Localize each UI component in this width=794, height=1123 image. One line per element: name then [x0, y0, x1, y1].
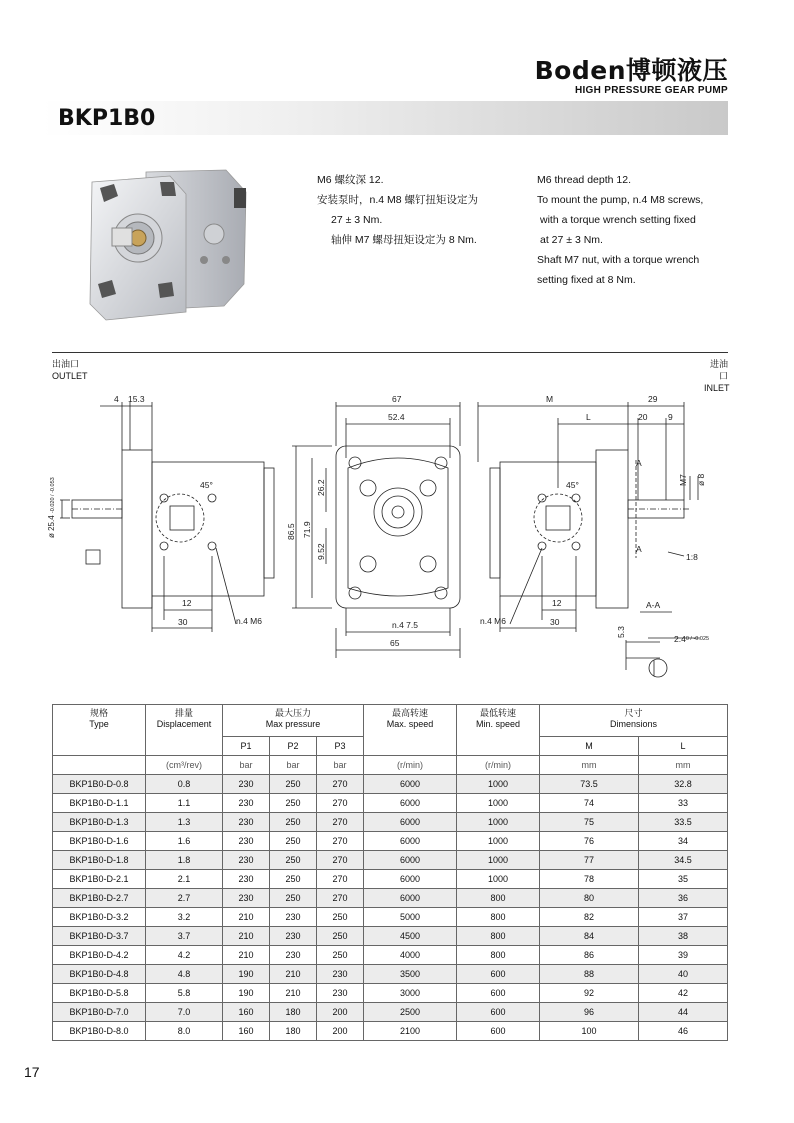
table-cell: 5.8: [146, 984, 223, 1003]
header-p1: P1: [223, 737, 270, 756]
table-cell: 230: [223, 832, 270, 851]
dim-30-right: 30: [550, 617, 560, 627]
page-title: BKP1B0: [58, 106, 156, 131]
table-cell: 250: [317, 946, 364, 965]
dim-52-4: 52.4: [388, 412, 405, 422]
table-cell: 77: [540, 851, 639, 870]
table-cell: 200: [317, 1022, 364, 1041]
pump-photo: [86, 164, 251, 334]
table-cell: 33: [639, 794, 728, 813]
table-cell: 74: [540, 794, 639, 813]
table-cell: 250: [270, 813, 317, 832]
dim-2-4: $2.4^{0 / -0.025}$: [674, 634, 710, 644]
header-min-speed: 最低转速 Min. speed: [457, 705, 540, 756]
table-cell: 36: [639, 889, 728, 908]
table-cell: BKP1B0-D-1.6: [53, 832, 146, 851]
table-cell: BKP1B0-D-4.8: [53, 965, 146, 984]
table-cell: 210: [223, 908, 270, 927]
table-cell: 230: [270, 927, 317, 946]
table-row: [53, 927, 728, 946]
table-cell: 4500: [364, 927, 457, 946]
table-cell: 800: [457, 927, 540, 946]
section-divider: [52, 352, 728, 353]
dim-L: L: [586, 412, 591, 422]
table-cell: 86: [540, 946, 639, 965]
unit-cell: [53, 756, 146, 775]
table-cell: 250: [270, 870, 317, 889]
table-cell: 35: [639, 870, 728, 889]
table-cell: 600: [457, 1003, 540, 1022]
table-cell: 1.1: [146, 794, 223, 813]
table-row: [53, 832, 728, 851]
header-type: 规格 Type: [53, 705, 146, 756]
table-cell: 1.8: [146, 851, 223, 870]
table-cell: 88: [540, 965, 639, 984]
note-cn-1: M6 螺纹深 12.: [317, 174, 384, 186]
table-cell: 6000: [364, 794, 457, 813]
outlet-label-cn: 出油口: [52, 359, 80, 369]
unit-cell: bar: [270, 756, 317, 775]
table-row: [53, 775, 728, 794]
dim-d8: ø 8: [696, 473, 706, 486]
table-cell: BKP1B0-D-3.7: [53, 927, 146, 946]
table-cell: 3.7: [146, 927, 223, 946]
table-cell: BKP1B0-D-1.3: [53, 813, 146, 832]
table-cell: 180: [270, 1003, 317, 1022]
table-cell: 6000: [364, 870, 457, 889]
table-cell: 4.8: [146, 965, 223, 984]
header-p3: P3: [317, 737, 364, 756]
dim-12-right: 12: [552, 598, 562, 608]
brand-subtitle: HIGH PRESSURE GEAR PUMP: [574, 85, 728, 96]
header-max-pressure: 最大压力 Max pressure: [223, 705, 364, 737]
table-cell: 4.2: [146, 946, 223, 965]
table-cell: 250: [270, 794, 317, 813]
table-cell: BKP1B0-D-4.2: [53, 946, 146, 965]
table-cell: 230: [270, 946, 317, 965]
section-aa-label: A-A: [646, 600, 661, 610]
header-displacement: 排量 Displacement: [146, 705, 223, 756]
dim-20: 20: [638, 412, 648, 422]
header-dimensions: 尺寸 Dimensions: [540, 705, 728, 737]
section-a-bottom: A: [636, 544, 642, 554]
table-cell: 44: [639, 1003, 728, 1022]
dim-29: 29: [648, 394, 658, 404]
dim-M: M: [546, 394, 554, 404]
table-row: [53, 946, 728, 965]
table-cell: 270: [317, 851, 364, 870]
unit-cell: (r/min): [364, 756, 457, 775]
table-cell: 1000: [457, 794, 540, 813]
table-cell: 800: [457, 946, 540, 965]
note-en-5: Shaft M7 nut, with a torque wrench: [537, 254, 700, 266]
inlet-label-en: INLET: [704, 383, 730, 393]
table-cell: 600: [457, 965, 540, 984]
units-row: [53, 756, 728, 775]
table-cell: 76: [540, 832, 639, 851]
table-row: [53, 889, 728, 908]
table-cell: 1000: [457, 851, 540, 870]
table-row: [53, 1022, 728, 1041]
table-row: [53, 965, 728, 984]
table-cell: 600: [457, 1022, 540, 1041]
note-en-3: with a torque wrench setting fixed: [540, 214, 696, 226]
left-side-view: [47, 394, 274, 632]
note-en-6: setting fixed at 8 Nm.: [537, 274, 636, 286]
note-en-4: at 27 ± 3 Nm.: [540, 234, 603, 246]
table-cell: 2500: [364, 1003, 457, 1022]
table-cell: 270: [317, 889, 364, 908]
table-cell: 84: [540, 927, 639, 946]
table-row: [53, 870, 728, 889]
table-cell: 3.2: [146, 908, 223, 927]
section-aa: [616, 600, 709, 677]
table-cell: 270: [317, 832, 364, 851]
inlet-label-cn: 进油口: [709, 359, 728, 381]
table-cell: 1.6: [146, 832, 223, 851]
table-cell: 600: [457, 984, 540, 1003]
table-cell: 2100: [364, 1022, 457, 1041]
dim-n4-7-5: n.4 7.5: [392, 620, 418, 630]
table-cell: 7.0: [146, 1003, 223, 1022]
dim-30-left: 30: [178, 617, 188, 627]
table-cell: 6000: [364, 813, 457, 832]
table-row: [53, 813, 728, 832]
table-cell: 230: [270, 908, 317, 927]
dim-taper: 1:8: [686, 552, 698, 562]
table-cell: BKP1B0-D-1.1: [53, 794, 146, 813]
table-cell: 6000: [364, 775, 457, 794]
right-side-view: [478, 394, 706, 632]
table-cell: 5000: [364, 908, 457, 927]
table-cell: 230: [223, 794, 270, 813]
table-cell: 230: [317, 984, 364, 1003]
unit-cell: (r/min): [457, 756, 540, 775]
table-cell: 3500: [364, 965, 457, 984]
note-en-2: To mount the pump, n.4 M8 screws,: [537, 194, 704, 206]
table-cell: 230: [317, 965, 364, 984]
center-front-view: [286, 394, 460, 658]
table-cell: 6000: [364, 832, 457, 851]
dim-71-9: 71.9: [302, 521, 312, 538]
table-cell: 210: [270, 965, 317, 984]
table-row: [53, 1003, 728, 1022]
table-cell: 160: [223, 1022, 270, 1041]
dim-45-right: 45°: [566, 480, 579, 490]
table-cell: 34: [639, 832, 728, 851]
note-cn-3: 27 ± 3 Nm.: [331, 214, 383, 226]
table-cell: 230: [223, 870, 270, 889]
table-cell: 100: [540, 1022, 639, 1041]
table-cell: 46: [639, 1022, 728, 1041]
dim-4: 4: [114, 394, 119, 404]
dim-5-3: 5.3: [616, 626, 626, 638]
unit-cell: (cm³/rev): [146, 756, 223, 775]
table-cell: 96: [540, 1003, 639, 1022]
table-cell: 270: [317, 794, 364, 813]
spec-table-body: [53, 756, 728, 1041]
table-cell: 80: [540, 889, 639, 908]
table-cell: 1000: [457, 832, 540, 851]
table-cell: BKP1B0-D-2.1: [53, 870, 146, 889]
table-cell: 0.8: [146, 775, 223, 794]
dim-65: 65: [390, 638, 400, 648]
table-cell: 37: [639, 908, 728, 927]
table-cell: 3000: [364, 984, 457, 1003]
table-cell: 92: [540, 984, 639, 1003]
dim-45-left: 45°: [200, 480, 213, 490]
table-cell: 2.7: [146, 889, 223, 908]
unit-cell: bar: [317, 756, 364, 775]
table-cell: 82: [540, 908, 639, 927]
brand-name: Boden博顿液压: [534, 56, 728, 85]
table-cell: BKP1B0-D-8.0: [53, 1022, 146, 1041]
table-cell: 42: [639, 984, 728, 1003]
section-a-top: A: [636, 458, 642, 468]
table-cell: 34.5: [639, 851, 728, 870]
table-cell: 6000: [364, 889, 457, 908]
table-cell: 250: [270, 889, 317, 908]
table-cell: 33.5: [639, 813, 728, 832]
table-cell: 250: [270, 851, 317, 870]
table-cell: 210: [223, 946, 270, 965]
dim-9-52: 9.52: [316, 543, 326, 560]
dim-86-5: 86.5: [286, 523, 296, 540]
page-number: 17: [24, 1064, 40, 1080]
table-cell: 200: [317, 1003, 364, 1022]
table-cell: BKP1B0-D-5.8: [53, 984, 146, 1003]
table-cell: 230: [223, 889, 270, 908]
table-cell: 2.1: [146, 870, 223, 889]
table-cell: 270: [317, 813, 364, 832]
table-cell: 190: [223, 965, 270, 984]
table-cell: 78: [540, 870, 639, 889]
table-cell: 1000: [457, 813, 540, 832]
notes-english: [537, 170, 703, 290]
table-cell: 39: [639, 946, 728, 965]
unit-cell: mm: [639, 756, 728, 775]
table-row: [53, 794, 728, 813]
dim-n4m6-right: n.4 M6: [480, 616, 506, 626]
table-cell: 6000: [364, 851, 457, 870]
dim-9: 9: [668, 412, 673, 422]
dim-12-left: 12: [182, 598, 192, 608]
table-cell: 250: [270, 832, 317, 851]
table-cell: BKP1B0-D-0.8: [53, 775, 146, 794]
dim-15-3: 15.3: [128, 394, 145, 404]
note-cn-2: 安装泵时，n.4 M8 螺钉扭矩设定为: [317, 194, 479, 206]
notes-chinese: [317, 170, 478, 250]
dim-n4m6-left: n.4 M6: [236, 616, 262, 626]
table-cell: BKP1B0-D-2.7: [53, 889, 146, 908]
table-row: [53, 908, 728, 927]
header-l: L: [639, 737, 728, 756]
outlet-label: [52, 358, 88, 382]
table-cell: 73.5: [540, 775, 639, 794]
brand-header: [535, 58, 728, 96]
header-p2: P2: [270, 737, 317, 756]
note-en-1: M6 thread depth 12.: [537, 174, 631, 186]
table-cell: 1000: [457, 870, 540, 889]
table-cell: 800: [457, 889, 540, 908]
table-cell: 230: [223, 851, 270, 870]
table-cell: 32.8: [639, 775, 728, 794]
table-cell: BKP1B0-D-1.8: [53, 851, 146, 870]
dim-shaft: ø 25.4 -0.020 / -0.053: [47, 477, 56, 538]
table-cell: 270: [317, 775, 364, 794]
table-cell: 160: [223, 1003, 270, 1022]
table-cell: 210: [270, 984, 317, 1003]
table-row: [53, 851, 728, 870]
dim-26-2: 26.2: [316, 479, 326, 496]
table-cell: 800: [457, 908, 540, 927]
table-cell: 230: [223, 813, 270, 832]
table-cell: 40: [639, 965, 728, 984]
table-cell: 250: [270, 775, 317, 794]
table-cell: 250: [317, 927, 364, 946]
table-cell: 250: [317, 908, 364, 927]
table-cell: 75: [540, 813, 639, 832]
spec-table: [52, 704, 728, 1041]
table-row: [53, 984, 728, 1003]
header-m: M: [540, 737, 639, 756]
dim-m7: M7: [678, 474, 688, 486]
table-cell: 210: [223, 927, 270, 946]
table-cell: 230: [223, 775, 270, 794]
unit-cell: bar: [223, 756, 270, 775]
table-cell: 4000: [364, 946, 457, 965]
header-max-speed: 最高转速 Max. speed: [364, 705, 457, 756]
table-cell: 38: [639, 927, 728, 946]
title-bar: [42, 101, 728, 135]
technical-drawing: [40, 388, 740, 688]
note-cn-4: 轴伸 M7 螺母扭矩设定为 8 Nm.: [331, 234, 477, 246]
table-cell: 8.0: [146, 1022, 223, 1041]
table-cell: BKP1B0-D-3.2: [53, 908, 146, 927]
table-cell: 270: [317, 870, 364, 889]
table-cell: BKP1B0-D-7.0: [53, 1003, 146, 1022]
dim-67: 67: [392, 394, 402, 404]
outlet-label-en: OUTLET: [52, 371, 88, 381]
table-cell: 1.3: [146, 813, 223, 832]
table-cell: 180: [270, 1022, 317, 1041]
table-cell: 190: [223, 984, 270, 1003]
table-cell: 1000: [457, 775, 540, 794]
unit-cell: mm: [540, 756, 639, 775]
